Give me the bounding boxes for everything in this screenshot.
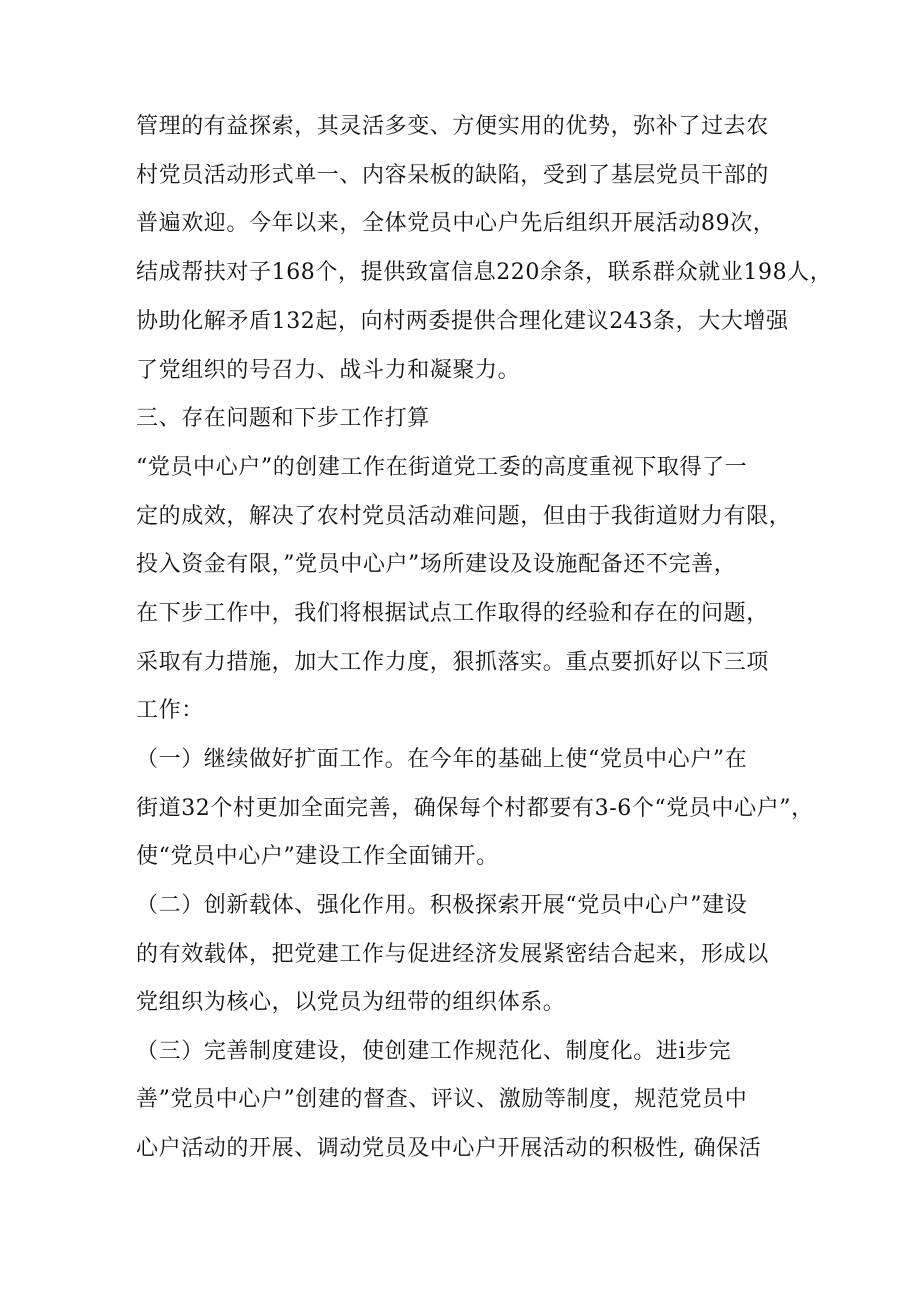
text-line: 善”党员中心户”创建的督查、评议、激励等制度，规范党员中 <box>136 1087 748 1112</box>
text-line: 协助化解矛盾132起，向村两委提供合理化建议243条，大大增强 <box>136 309 789 334</box>
text-line: （一）继续做好扩面工作。在今年的基础上使“党员中心户”在 <box>136 747 748 772</box>
text-line: 党组织为核心，以党员为纽带的组织体系。 <box>136 990 566 1015</box>
text-line: 在下步工作中，我们将根据试点工作取得的经验和存在的问题， <box>136 601 769 626</box>
text-line: （二）创新载体、强化作用。积极探索开展“党员中心户”建设 <box>136 893 748 918</box>
text-line: 定的成效，解决了农村党员活动难问题，但由于我街道财力有限， <box>136 504 792 529</box>
text-line: 的有效载体，把党建工作与促进经济发展紧密结合起来，形成以 <box>136 942 769 967</box>
text-line: 工作： <box>136 698 204 723</box>
text-line: 村党员活动形式单一、内容呆板的缺陷，受到了基层党员干部的 <box>136 163 769 188</box>
text-line: 管理的有益探索，其灵活多变、方便实用的优势，弥补了过去农 <box>136 114 769 139</box>
text-line: 街道32个村更加全面完善，确保每个村都要有3-6个“党员中心户”， <box>136 796 814 821</box>
text-line: “党员中心户”的创建工作在街道党工委的高度重视下取得了一 <box>136 455 748 480</box>
section-heading: 三、存在问题和下步工作打算 <box>136 406 430 431</box>
text-line: 采取有力措施，加大工作力度，狠抓落实。重点要抓好以下三项 <box>136 650 769 675</box>
text-line: 投入资金有限，”党员中心户”场所建设及设施配备还不完善， <box>136 552 737 577</box>
text-line: 心户活动的开展、调动党员及中心户开展活动的积极性, 确保活 <box>136 1136 762 1161</box>
text-line: （三）完善制度建设，使创建工作规范化、制度化。进i步完 <box>136 1039 732 1064</box>
text-line: 普遍欢迎。今年以来，全体党员中心户先后组织开展活动89次， <box>136 211 776 236</box>
text-line: 了党组织的号召力、战斗力和凝聚力。 <box>136 358 521 383</box>
text-line: 结成帮扶对子168个，提供致富信息220余条，联系群众就业198人， <box>136 260 833 285</box>
text-line: 使“党员中心户”建设工作全面铺开。 <box>136 844 499 869</box>
